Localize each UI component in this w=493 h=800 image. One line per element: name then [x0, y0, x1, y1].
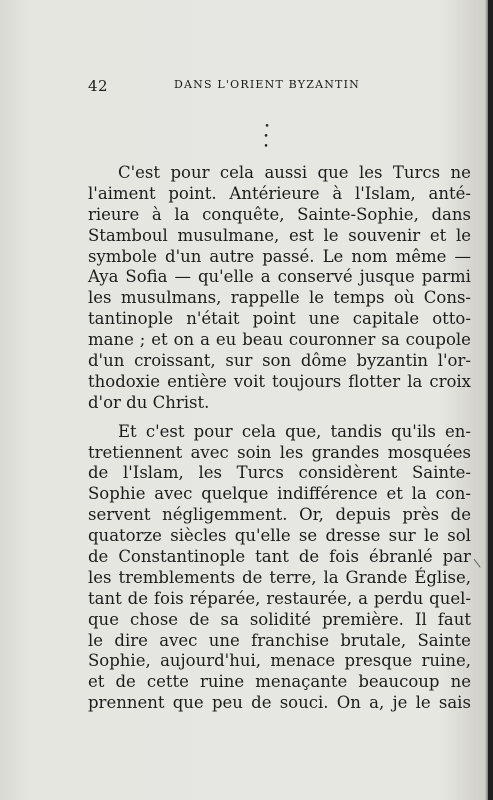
separator-dots-bottom: • • — [263, 132, 279, 152]
text-line: de Constantinople tant de fois ébranlé par — [88, 547, 471, 567]
text-line: de l'Islam, les Turcs considèrent Sainte- — [88, 463, 471, 483]
text-line: thodoxie entière voit toujours flotter la croix — [88, 371, 471, 391]
text-line: mane ; et on a eu beau couronner sa coupole — [88, 330, 471, 350]
text-line: symbole d'un autre passé. Le nom même — — [88, 246, 471, 266]
text-line: Stamboul musulmane, est le souvenir et le — [88, 225, 471, 245]
margin-pencil-mark: \ — [472, 555, 482, 571]
text-line: Sophie avec quelque indifférence et la con- — [88, 484, 471, 504]
running-title: DANS L'ORIENT BYZANTIN — [174, 78, 360, 91]
page-edge-shadow — [488, 0, 493, 800]
text-line: Sophie, aujourd'hui, menace presque ruine, — [88, 651, 471, 671]
text-line: tant de fois réparée, restaurée, a perdu quel- — [88, 588, 471, 608]
text-line: le dire avec une franchise brutale, Sainte — [88, 630, 471, 650]
text-line: Aya Sofia — qu'elle a conservé jusque parmi — [88, 267, 471, 287]
text-line: tantinople n'était point une capitale otto- — [88, 309, 471, 329]
paragraph — [88, 163, 471, 414]
text-line: d'un croissant, sur son dôme byzantin l'or- — [88, 351, 471, 371]
text-line: tretiennent avec soin les grandes mosquées — [88, 442, 471, 462]
separator-dot-top: • — [264, 122, 270, 132]
text-line: les tremblements de terre, la Grande Église, — [88, 567, 471, 587]
text-line: Et c'est pour cela que, tandis qu'ils en- — [118, 421, 471, 441]
page-header — [88, 74, 478, 94]
text-line: quatorze siècles qu'elle se dresse sur le sol — [88, 526, 471, 546]
section-separator — [252, 122, 282, 152]
text-line: l'aiment point. Antérieure à l'Islam, anté- — [88, 183, 471, 203]
text-line: rieure à la conquête, Sainte-Sophie, dans — [88, 204, 471, 224]
body-text — [88, 163, 471, 714]
page-number: 42 — [88, 77, 109, 95]
text-line: prennent que peu de souci. On a, je le sais — [88, 693, 471, 713]
text-line: d'or du Christ. — [88, 392, 210, 412]
text-line: et de cette ruine menaçante beaucoup ne — [88, 672, 471, 692]
text-line: servent négligemment. Or, depuis près de — [88, 505, 471, 525]
paragraph — [88, 422, 471, 714]
text-line: C'est pour cela aussi que les Turcs ne — [118, 163, 471, 182]
text-line: les musulmans, rappelle le temps où Cons- — [88, 288, 471, 308]
text-line: que chose de sa solidité première. Il faut — [88, 609, 471, 629]
